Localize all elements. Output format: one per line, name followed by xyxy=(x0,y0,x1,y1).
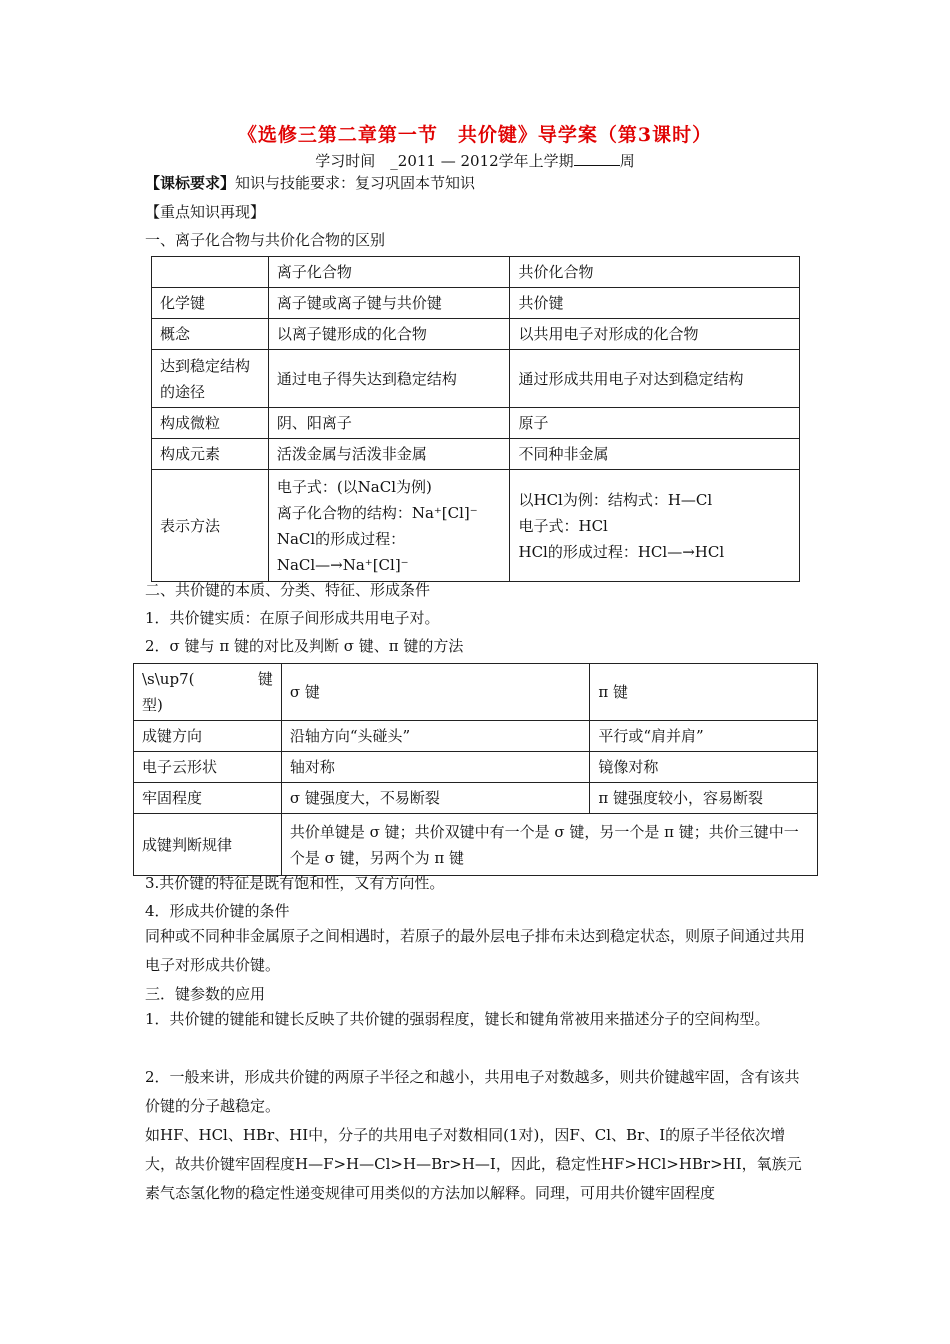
table-cell: 成键判断规律 xyxy=(134,814,282,876)
table-cell: 达到稳定结构的途径 xyxy=(152,350,269,408)
table-cell: 阴、阳离子 xyxy=(268,408,510,439)
table-cell: 构成微粒 xyxy=(152,408,269,439)
covalent-repr-line: HCl的形成过程：HCl—→HCl xyxy=(518,542,725,561)
table-cell: 共价键 xyxy=(510,288,800,319)
table-cell xyxy=(134,664,282,721)
table-cell: σ 键 xyxy=(281,664,589,721)
study-time-suffix: 周 xyxy=(619,152,635,170)
sigma-pi-table xyxy=(133,663,818,876)
table-cell: 原子 xyxy=(510,408,800,439)
item-3-1: 1．共价键的键能和键长反映了共价键的强弱程度，键长和键角常被用来描述分子的空间构型。 xyxy=(145,1010,770,1028)
requirement-line xyxy=(145,172,475,193)
table-cell: π 键强度较小，容易断裂 xyxy=(590,783,818,814)
item-3-2: 2．一般来讲，形成共价键的两原子半径之和越小，共用电子对数越多，则共价键越牢固，含有该共价键的分子越稳定。 xyxy=(145,1068,800,1115)
covalent-repr-line: 电子式：HCl xyxy=(518,516,608,535)
table-row xyxy=(152,319,800,350)
item-2-1: 1．共价键实质：在原子间形成共用电子对。 xyxy=(145,609,440,627)
table-cell: 电子云形状 xyxy=(134,752,282,783)
item-2-4-text: 同种或不同种非金属原子之间相遇时，若原子的最外层电子排布未达到稳定状态，则原子间通过共用电子对形成共价键。 xyxy=(145,927,806,974)
section3-heading: 三．键参数的应用 xyxy=(145,985,266,1003)
table-row xyxy=(152,439,800,470)
table-cell: 共价单键是 σ 键；共价双键中有一个是 σ 键，另一个是 π 键；共价三键中一个是 σ 键，另两个为 π 键 xyxy=(281,814,817,876)
table-cell xyxy=(510,470,800,582)
table-cell: 成键方向 xyxy=(134,721,282,752)
table-row xyxy=(134,664,818,721)
ionic-covalent-table xyxy=(151,256,800,582)
table-cell: 通过电子得失达到稳定结构 xyxy=(268,350,510,408)
item-2-4: 4．形成共价键的条件 xyxy=(145,902,290,920)
item-2-3: 3.共价键的特征是既有饱和性，又有方向性。 xyxy=(145,874,445,892)
study-time-prefix: 学习时间 _2011 — 2012学年上学期 xyxy=(315,152,574,170)
ionic-repr-line: NaCl—→Na⁺[Cl]⁻ xyxy=(276,555,409,574)
table-cell: 沿轴方向“头碰头” xyxy=(281,721,589,752)
corner-top xyxy=(142,666,273,692)
table-cell: 表示方法 xyxy=(152,470,269,582)
table-row xyxy=(134,783,818,814)
table-row xyxy=(152,288,800,319)
table-cell: 离子键或离子键与共价键 xyxy=(268,288,510,319)
corner-text-a: \s\up7( xyxy=(142,670,195,688)
table-row xyxy=(134,721,818,752)
requirement-label: 【课标要求】 xyxy=(145,174,236,192)
table-cell: 牢固程度 xyxy=(134,783,282,814)
corner-text-b: 键 xyxy=(257,670,273,688)
table-cell: 构成元素 xyxy=(152,439,269,470)
section1-heading: 一、离子化合物与共价化合物的区别 xyxy=(145,231,386,249)
requirement-text: 知识与技能要求：复习巩固本节知识 xyxy=(235,174,476,192)
table-row xyxy=(152,408,800,439)
table-cell: π 键 xyxy=(590,664,818,721)
table-cell: 以共用电子对形成的化合物 xyxy=(510,319,800,350)
table-row xyxy=(152,350,800,408)
section2-heading: 二、共价键的本质、分类、特征、形成条件 xyxy=(145,581,431,599)
table-cell: 轴对称 xyxy=(281,752,589,783)
table-cell: σ 键强度大，不易断裂 xyxy=(281,783,589,814)
table-cell: 不同种非金属 xyxy=(510,439,800,470)
document-title: 《选修三第二章第一节 共价键》导学案（第3课时） xyxy=(237,124,713,146)
ionic-repr-line: 离子化合物的结构：Na⁺[Cl]⁻ xyxy=(276,503,478,522)
table-cell: 以离子键形成的化合物 xyxy=(268,319,510,350)
table-cell: 离子化合物 xyxy=(268,257,510,288)
table-cell xyxy=(152,257,269,288)
ionic-repr-line: NaCl的形成过程： xyxy=(276,529,406,548)
table-cell: 通过形成共用电子对达到稳定结构 xyxy=(510,350,800,408)
table-cell: 平行或“肩并肩” xyxy=(590,721,818,752)
week-blank xyxy=(574,153,620,166)
table-row xyxy=(134,814,818,876)
section-key-heading: 【重点知识再现】 xyxy=(145,203,266,221)
table-cell: 活泼金属与活泼非金属 xyxy=(268,439,510,470)
corner-text-c: 型) xyxy=(142,696,163,714)
ionic-repr-line: 电子式：(以NaCl为例) xyxy=(276,477,432,496)
item-2-2: 2．σ 键与 π 键的对比及判断 σ 键、π 键的方法 xyxy=(145,637,464,655)
table-cell: 镜像对称 xyxy=(590,752,818,783)
table-cell: 概念 xyxy=(152,319,269,350)
item-3-3: 如HF、HCl、HBr、HI中，分子的共用电子对数相同(1对)，因F、Cl、Br、I的原子半径依次增大，故共价键牢固程度H—F>H—Cl>H—Br>H—I，因此，稳定性HF>HCl>HBr>HI，氧族元素气态氢化物的稳定性递变规律可用类似的方法加以解释。同理，可用共价键牢固程度 xyxy=(145,1126,802,1202)
table-row xyxy=(152,257,800,288)
study-time-line xyxy=(0,150,950,171)
table-row xyxy=(134,752,818,783)
table-cell xyxy=(268,470,510,582)
table-cell: 化学键 xyxy=(152,288,269,319)
covalent-repr-line: 以HCl为例：结构式：H—Cl xyxy=(518,490,713,509)
table-cell: 共价化合物 xyxy=(510,257,800,288)
table-row xyxy=(152,470,800,582)
